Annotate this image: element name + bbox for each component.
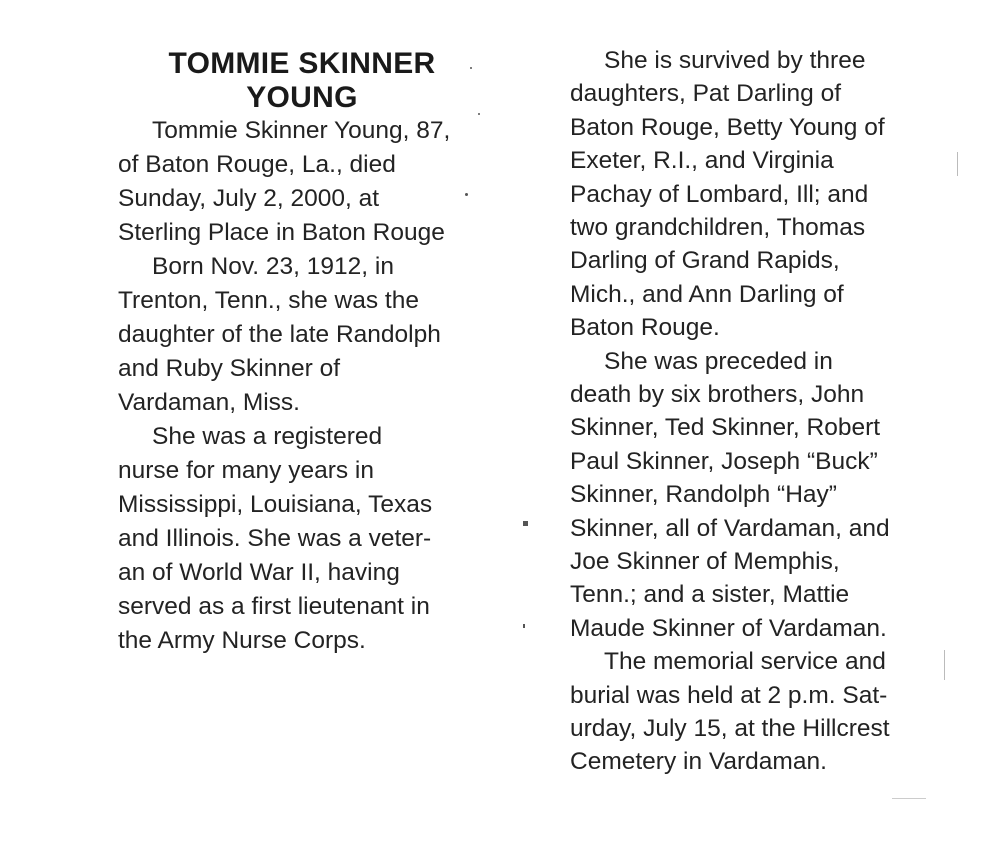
- right-column-line: Mich., and Ann Darling of: [570, 280, 844, 308]
- right-column-line: two grandchildren, Thomas: [570, 214, 866, 241]
- obituary-headline-line-2: YOUNG: [246, 81, 358, 114]
- print-speck: [478, 113, 480, 115]
- right-column-line: Joe Skinner of Memphis,: [570, 548, 840, 575]
- right-column-line: burial was held at 2 p.m. Sat-: [570, 681, 888, 709]
- right-column-line: Maude Skinner of Vardaman.: [570, 614, 887, 642]
- left-column-line: She was a registered: [152, 423, 383, 450]
- left-column-line: Vardaman, Miss.: [118, 389, 300, 416]
- left-column-line: daughter of the late Randolph: [118, 321, 441, 348]
- right-column-line: She was preceded in: [604, 347, 833, 375]
- right-column-line: Exeter, R.I., and Virginia: [570, 147, 834, 175]
- right-column-line: She is survived by three: [604, 47, 866, 74]
- print-speck: [470, 67, 472, 69]
- right-column-line: Darling of Grand Rapids,: [570, 247, 840, 275]
- left-column-line: Sunday, July 2, 2000, at: [118, 185, 380, 212]
- print-speck: [892, 798, 926, 799]
- right-column-line: death by six brothers, John: [570, 381, 865, 408]
- left-column-line: nurse for many years in: [118, 457, 374, 484]
- right-column-line: Skinner, Randolph “Hay”: [570, 481, 837, 509]
- left-column-line: Mississippi, Louisiana, Texas: [118, 491, 433, 518]
- left-column-line: and Illinois. She was a veter-: [118, 525, 432, 552]
- print-speck: [465, 193, 468, 196]
- print-speck: [523, 521, 528, 526]
- right-column-line: Skinner, Ted Skinner, Robert: [570, 414, 881, 442]
- right-column-line: urday, July 15, at the Hillcrest: [570, 715, 890, 742]
- left-column-line: of Baton Rouge, La., died: [118, 151, 396, 178]
- left-column-line: served as a first lieutenant in: [118, 593, 430, 620]
- right-column-line: Baton Rouge, Betty Young of: [570, 113, 885, 141]
- print-speck: [944, 650, 945, 680]
- right-column-line: Tenn.; and a sister, Mattie: [570, 581, 850, 609]
- print-speck: [957, 152, 958, 176]
- left-column-line: Sterling Place in Baton Rouge: [118, 219, 445, 246]
- left-column-line: Born Nov. 23, 1912, in: [152, 253, 394, 280]
- right-column-line: Skinner, all of Vardaman, and: [570, 514, 890, 542]
- left-column-line: and Ruby Skinner of: [118, 355, 340, 382]
- right-column-line: The memorial service and: [604, 648, 886, 676]
- obituary-headline-line-1: TOMMIE SKINNER: [168, 47, 436, 80]
- right-column-line: daughters, Pat Darling of: [570, 80, 842, 108]
- left-column-line: Tommie Skinner Young, 87,: [152, 117, 451, 144]
- right-column-line: Cemetery in Vardaman.: [570, 748, 827, 776]
- right-column-line: Pachay of Lombard, Ill; and: [570, 180, 869, 208]
- right-column-line: Baton Rouge.: [570, 314, 720, 342]
- print-speck: [523, 624, 525, 628]
- left-column-line: the Army Nurse Corps.: [118, 627, 366, 654]
- right-column-line: Paul Skinner, Joseph “Buck”: [570, 447, 878, 475]
- left-column-line: Trenton, Tenn., she was the: [118, 287, 419, 314]
- left-column-line: an of World War II, having: [118, 559, 400, 586]
